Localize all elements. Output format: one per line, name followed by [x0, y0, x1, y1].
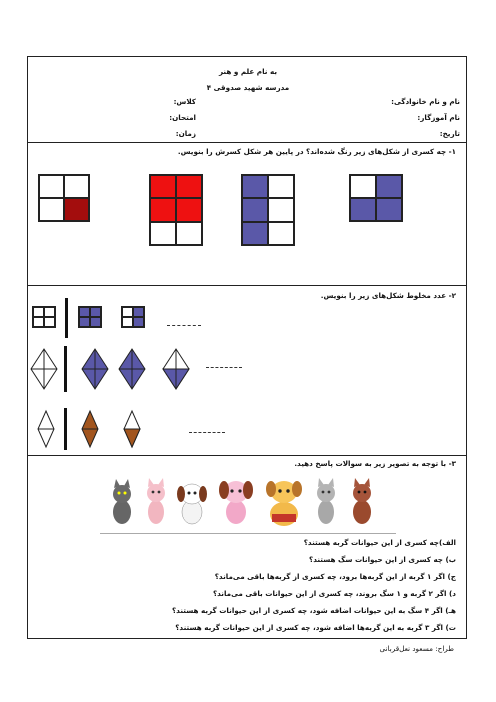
separator-bar: [64, 408, 67, 450]
answer-line: [167, 325, 201, 326]
cat-icon: [317, 478, 335, 524]
rhombus-partial: [163, 349, 189, 389]
fraction-square-2: [149, 174, 203, 246]
fraction-square-3: [241, 174, 295, 246]
q3-question-d: د) اگر ۲ گربه و ۱ سگ بروند، چه کسری از این حیوانات باقی می‌ماند؟: [212, 589, 456, 598]
basmala: به نام علم و هنر: [218, 67, 278, 76]
answer-line: [206, 367, 242, 368]
time-label: زمان:: [175, 129, 196, 138]
mixed-kite-row: [28, 407, 148, 451]
mixed-square-partial: [121, 306, 145, 328]
dog-icon: [177, 484, 207, 524]
mixed-square-full: [78, 306, 102, 328]
q3-question-e: هـ) اگر ۴ سگ به این حیوانات اضافه شود، چه کسری از این حیوانات گربه هستند؟: [172, 606, 456, 615]
cat-icon: [147, 478, 165, 524]
kite-full: [82, 411, 98, 447]
teacher-label: نام آموزگار:: [417, 113, 460, 122]
rhombus-full: [82, 349, 108, 389]
fraction-square-1: [38, 174, 90, 222]
kite-partial: [124, 411, 140, 447]
divider: [27, 455, 467, 456]
mixed-square-empty: [32, 306, 56, 328]
school-name: مدرسه شهید صدوقی ۴: [206, 83, 290, 92]
exam-label: امتحان:: [169, 113, 196, 122]
dog-icon: [219, 481, 253, 524]
cat-icon: [113, 479, 131, 524]
answer-line: [189, 432, 225, 433]
q1-text: ۱- چه کسری از شکل‌های زیر رنگ شده‌اند؟ در پایین هر شکل کسرش را بنویس.: [177, 147, 456, 156]
q3-text: ۳- با توجه به تصویر زیر به سوالات پاسخ دهید.: [294, 459, 456, 468]
class-label: کلاس:: [173, 97, 196, 106]
q3-question-c: ج) اگر ۱ گربه از این گربه‌ها برود، چه کسری از گربه‌ها باقی می‌ماند؟: [214, 572, 456, 581]
q3-question-f: ت) اگر ۳ گربه به این گربه‌ها اضافه شود، چه کسری از این حیوانات گربه هستند؟: [175, 623, 456, 632]
designer-credit: طراح: مسعود نعل‌قربانی: [379, 644, 454, 653]
divider: [27, 285, 467, 286]
mixed-rhombus-row: [28, 345, 198, 393]
q3-question-b: ب) چه کسری از این حیوانات سگ هستند؟: [309, 555, 456, 564]
date-label: تاریخ:: [439, 129, 460, 138]
q2-text: ۲- عدد مخلوط شکل‌های زیر را بنویس.: [320, 291, 456, 300]
rhombus-empty: [31, 349, 57, 389]
divider: [27, 142, 467, 143]
answer-rule: [100, 533, 396, 534]
kite-empty: [38, 411, 54, 447]
animals-illustration: [104, 474, 392, 532]
rhombus-full: [119, 349, 145, 389]
fraction-square-4: [349, 174, 403, 222]
dog-icon: [266, 481, 302, 526]
q3-question-a: الف)چه کسری از این حیوانات گربه هستند؟: [303, 538, 456, 547]
separator-bar: [65, 298, 68, 338]
name-label: نام و نام خانوادگی:: [391, 97, 460, 106]
cat-icon: [353, 478, 371, 524]
separator-bar: [64, 346, 67, 392]
